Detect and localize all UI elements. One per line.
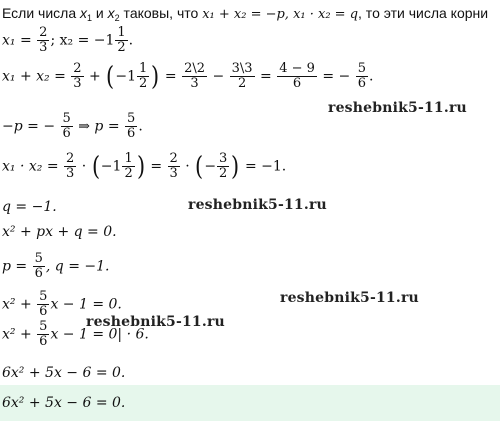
eq-lhs: x² +	[2, 296, 32, 313]
product-lhs: x₁ · x₂ =	[2, 158, 59, 175]
p-lhs: −p = −	[2, 118, 56, 135]
numerator: 3\3	[231, 61, 253, 76]
intro-sub: 1	[87, 13, 93, 23]
minus-sign: −	[204, 158, 217, 175]
general-equation: x² + px + q = 0.	[2, 224, 117, 240]
numerator: 5	[127, 111, 136, 126]
intro-sub: 2	[114, 13, 120, 23]
denominator: 3	[169, 166, 178, 181]
numerator: 2	[169, 151, 178, 166]
numerator: 2	[39, 25, 48, 40]
minus-sign: −	[212, 68, 225, 85]
plus-sign: +	[89, 68, 101, 85]
dot-sign: ·	[185, 158, 190, 175]
fraction	[182, 62, 207, 91]
intro-text	[2, 6, 488, 23]
numerator: 3	[219, 151, 228, 166]
numerator: 1	[117, 25, 126, 40]
dot-sign: ·	[81, 158, 87, 175]
watermark: reshebnik5-11.ru	[188, 197, 327, 213]
denominator: 2	[139, 76, 148, 91]
fraction	[277, 62, 317, 91]
numerator: 2	[73, 61, 82, 76]
sum-lhs: x₁ + x₂ =	[2, 68, 66, 85]
fraction	[37, 26, 49, 55]
left-paren: (	[106, 61, 115, 92]
denominator: 6	[39, 334, 48, 349]
roots-line	[2, 26, 133, 55]
numerator: 5	[62, 111, 71, 126]
denominator: 6	[292, 76, 302, 91]
denominator: 2	[237, 76, 247, 91]
denominator: 3	[39, 40, 48, 55]
fraction	[71, 62, 83, 91]
denominator: 3	[66, 166, 75, 181]
watermark: reshebnik5-11.ru	[280, 290, 419, 306]
fraction	[137, 62, 149, 91]
fraction	[61, 112, 73, 141]
equals-minus: = −	[322, 68, 351, 85]
fraction	[168, 152, 180, 181]
product-line	[2, 152, 286, 181]
pq-lhs: p =	[2, 258, 28, 275]
implies-text: ⇒ p =	[78, 118, 120, 135]
intro-part: и	[92, 5, 108, 21]
eq-rest: x − 1 = 0| · 6.	[50, 326, 149, 343]
fraction	[37, 320, 49, 349]
equals-sign: =	[150, 158, 163, 175]
equals-sign: =	[260, 68, 272, 85]
numerator: 5	[39, 289, 48, 304]
eq-lhs: x² +	[2, 326, 32, 343]
numerator: 2\2	[184, 61, 205, 76]
pq-rest: , q = −1.	[45, 258, 110, 275]
denominator: 6	[127, 126, 136, 141]
right-paren: )	[231, 151, 240, 182]
denominator: 2	[124, 166, 133, 181]
fraction	[37, 290, 49, 319]
denominator: 3	[190, 76, 199, 91]
pq-line	[2, 252, 109, 281]
period: .	[369, 68, 374, 85]
mixed-whole: −1	[115, 68, 136, 85]
fraction	[122, 152, 134, 181]
intro-part: таковы, что	[119, 5, 203, 21]
sum-line	[2, 62, 373, 91]
q-line: q = −1.	[2, 199, 57, 215]
numerator: 5	[357, 61, 367, 76]
p-line	[2, 112, 143, 141]
fraction	[33, 252, 45, 281]
intro-part: Если числа	[2, 5, 81, 21]
right-paren: )	[136, 151, 145, 182]
fraction	[356, 62, 368, 91]
roots-mid: ; x₂ = −1	[50, 32, 115, 49]
denominator: 6	[34, 266, 43, 281]
fraction	[125, 112, 137, 141]
mixed-whole: −1	[100, 158, 122, 175]
watermark: reshebnik5-11.ru	[86, 314, 225, 330]
denominator: 2	[219, 166, 228, 181]
numerator: 5	[39, 319, 48, 334]
eq-rest: x − 1 = 0.	[50, 296, 122, 313]
roots-lhs: x₁ =	[2, 32, 32, 49]
period: .	[128, 32, 134, 49]
numerator: 4 − 9	[279, 61, 315, 76]
fraction	[230, 62, 255, 91]
product-result: = −1.	[244, 158, 287, 175]
watermark: reshebnik5-11.ru	[328, 100, 467, 116]
answer: 6x² + 5x − 6 = 0.	[2, 395, 126, 411]
numerator: 2	[66, 151, 75, 166]
intro-formula: x₁ + x₂ = −p, x₁ · x₂ = q	[202, 7, 359, 22]
period: .	[138, 118, 143, 135]
fraction	[64, 152, 76, 181]
equation-3: 6x² + 5x − 6 = 0.	[2, 365, 126, 381]
denominator: 6	[39, 304, 48, 319]
intro-var: x	[107, 5, 115, 21]
fraction	[217, 152, 229, 181]
intro-var: x	[80, 5, 88, 21]
right-paren: )	[151, 61, 160, 92]
equals-sign: =	[164, 68, 177, 85]
denominator: 6	[62, 126, 71, 141]
denominator: 6	[357, 76, 367, 91]
left-paren: (	[91, 151, 100, 182]
left-paren: (	[195, 151, 204, 182]
numerator: 1	[139, 61, 148, 76]
intro-part: , то эти числа корни	[358, 5, 489, 21]
denominator: 2	[117, 40, 126, 55]
fraction	[115, 26, 127, 55]
numerator: 5	[34, 251, 43, 266]
denominator: 3	[73, 76, 82, 91]
numerator: 1	[124, 151, 133, 166]
